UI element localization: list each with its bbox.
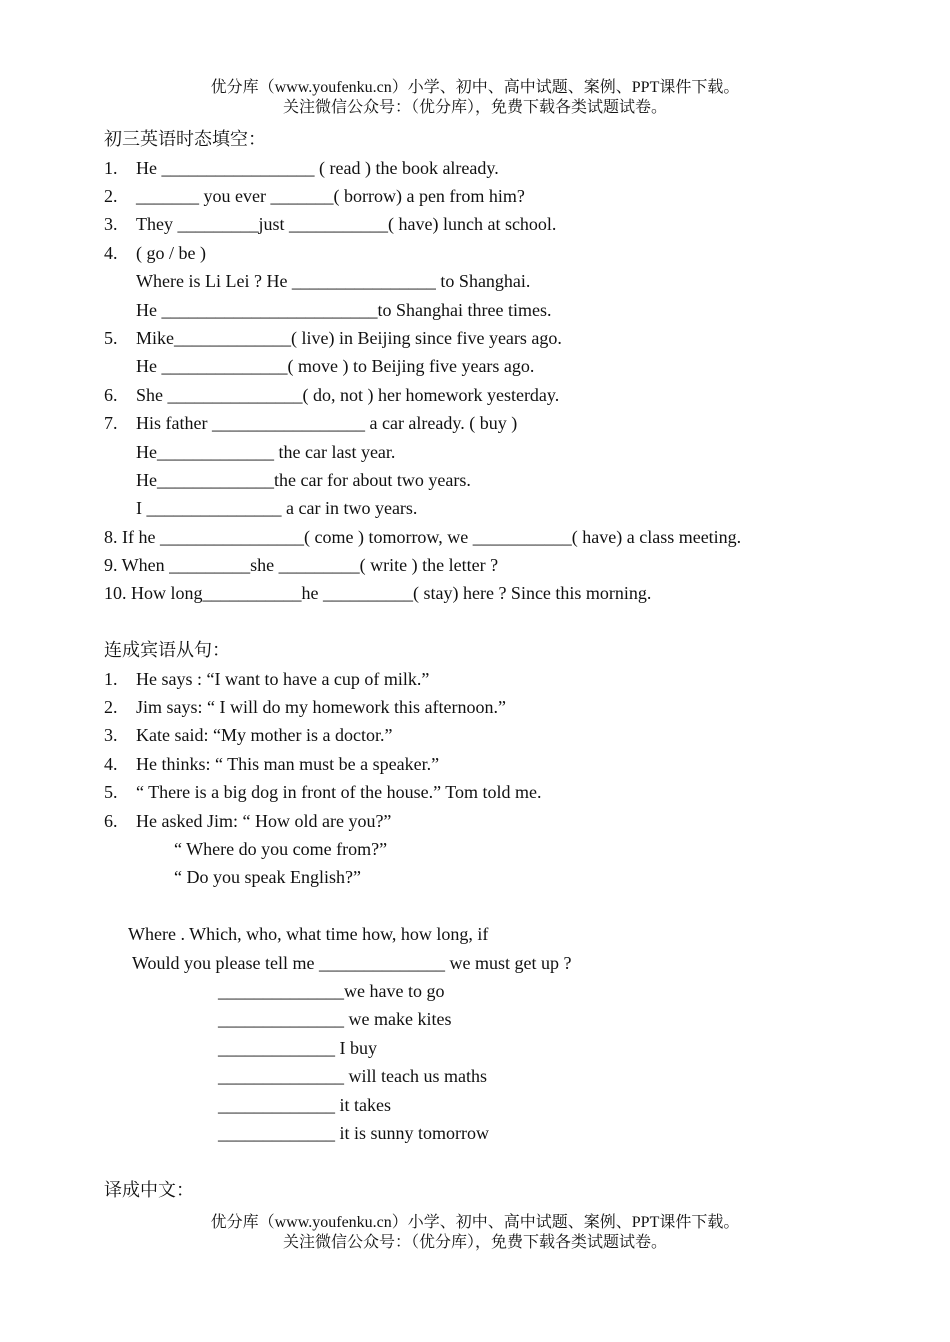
blank-text: ______________ will teach us maths <box>218 1066 487 1086</box>
blank-text: _____________ it takes <box>218 1095 391 1115</box>
item-text: 9. When _________she _________( write ) the letter ? <box>104 555 499 575</box>
section-title-translate: 译成中文： <box>104 1180 194 1200</box>
item-number: 2. <box>104 186 118 206</box>
word-bank-text: Where . Which, who, what time how, how long, if <box>128 924 489 944</box>
header-line-1: 优分库（www.youfenku.cn）小学、初中、高中试题、案例、PPT课件下载。 <box>210 79 740 96</box>
item-number: 4. <box>104 243 118 263</box>
section-title-tense: 初三英语时态填空： <box>104 129 266 149</box>
item-number: 6. <box>104 385 118 405</box>
page-header <box>0 78 950 118</box>
item-text: ( go / be ) <box>136 243 206 263</box>
item-text: He thinks: “ This man must be a speaker.” <box>136 754 440 774</box>
item-text: She _______________( do, not ) her homework yesterday. <box>136 385 560 405</box>
item-text: 8. If he ________________( come ) tomorrow, we ___________( have) a class meeting. <box>104 527 742 547</box>
item-text: Where is Li Lei ? He ________________ to Shanghai. <box>136 271 531 291</box>
item-text: His father _________________ a car already. ( buy ) <box>136 413 518 433</box>
item-text: Jim says: “ I will do my homework this afternoon.” <box>136 697 506 717</box>
item-text: He_____________the car for about two years. <box>136 470 471 490</box>
item-text: He ________________________to Shanghai three times. <box>136 300 552 320</box>
item-number: 1. <box>104 158 118 178</box>
item-number: 4. <box>104 754 118 774</box>
item-text: _______ you ever _______( borrow) a pen from him? <box>136 186 525 206</box>
blank-text: _____________ I buy <box>218 1038 377 1058</box>
item-text: Kate said: “My mother is a doctor.” <box>136 725 393 745</box>
item-text: “ There is a big dog in front of the house.” Tom told me. <box>136 782 542 802</box>
page-footer <box>0 1213 950 1253</box>
blank-text: _____________ it is sunny tomorrow <box>218 1123 490 1143</box>
item-number: 3. <box>104 725 118 745</box>
item-text: They _________just ___________( have) lunch at school. <box>136 214 557 234</box>
item-text: 10. How long___________he __________( stay) here ? Since this morning. <box>104 583 652 603</box>
item-text: “ Where do you come from?” <box>174 839 388 859</box>
footer-line-2: 关注微信公众号：（优分库），免费下载各类试题试卷。 <box>282 1234 667 1251</box>
item-number: 2. <box>104 697 118 717</box>
item-number: 1. <box>104 669 118 689</box>
item-text: I _______________ a car in two years. <box>136 498 418 518</box>
item-number: 5. <box>104 328 118 348</box>
blank-text: ______________we have to go <box>218 981 445 1001</box>
footer-line-1: 优分库（www.youfenku.cn）小学、初中、高中试题、案例、PPT课件下载。 <box>210 1214 740 1231</box>
item-number: 5. <box>104 782 118 802</box>
section-title-object-clause: 连成宾语从句： <box>104 640 230 660</box>
item-text: “ Do you speak English?” <box>174 867 361 887</box>
item-text: He asked Jim: “ How old are you?” <box>136 811 392 831</box>
item-text: He _________________ ( read ) the book already. <box>136 158 499 178</box>
blank-text: ______________ we make kites <box>218 1009 452 1029</box>
item-text: He ______________( move ) to Beijing five years ago. <box>136 356 535 376</box>
item-text: He says : “I want to have a cup of milk.” <box>136 669 430 689</box>
item-text: He_____________ the car last year. <box>136 442 396 462</box>
item-text: Mike_____________( live) in Beijing since five years ago. <box>136 328 562 348</box>
item-number: 3. <box>104 214 118 234</box>
item-number: 7. <box>104 413 118 433</box>
header-line-2: 关注微信公众号：（优分库），免费下载各类试题试卷。 <box>282 99 667 116</box>
item-number: 6. <box>104 811 118 831</box>
question-text: Would you please tell me ______________ we must get up ? <box>132 953 572 973</box>
